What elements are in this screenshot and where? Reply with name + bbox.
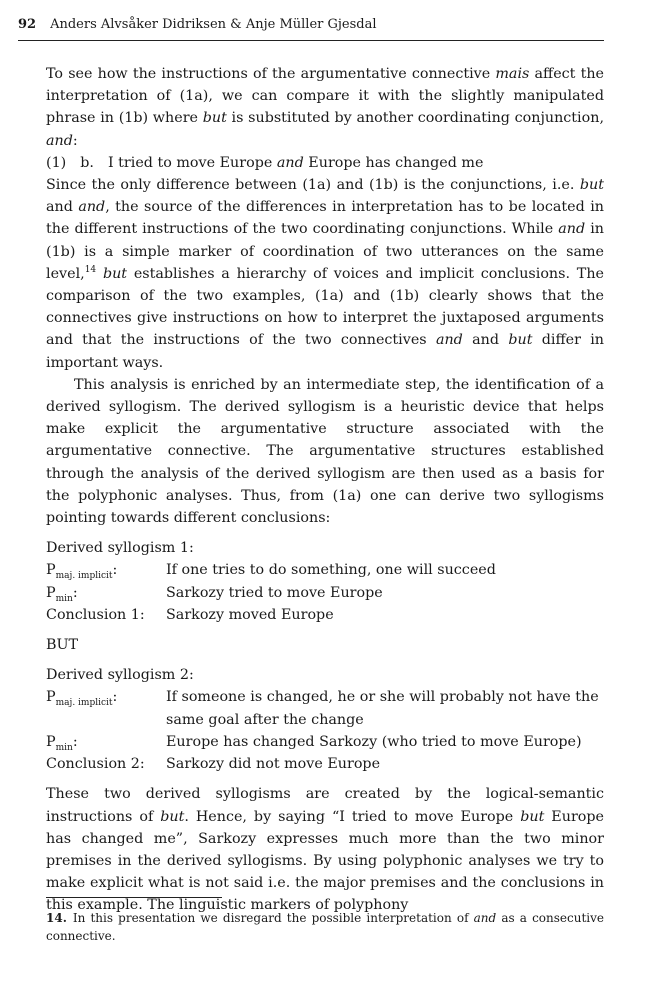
minor-premise-value: Europe has changed Sarkozy (who tried to move Europe) [166, 733, 582, 750]
example-number: (1) [46, 154, 67, 171]
text-run: To see how the instructions of the argumentative connective [46, 66, 496, 82]
page-number: 92 [18, 17, 37, 32]
text-run: I tried to move Europe [107, 154, 277, 171]
premise-subscript: maj. implicit [55, 571, 113, 582]
paragraph-1 [46, 63, 604, 152]
conclusion-label: Conclusion 2: [46, 756, 145, 773]
minor-premise-row [46, 582, 604, 604]
conclusion-value: Sarkozy did not move Europe [166, 756, 381, 773]
conclusion-row [46, 604, 604, 626]
italic-term: and [46, 132, 73, 149]
conclusion-row [46, 753, 604, 775]
text-run: Europe has changed me [303, 154, 484, 171]
text-run: differ in important ways. [46, 332, 605, 371]
footnote-14 [46, 909, 604, 945]
minor-premise-value: Sarkozy tried to move Europe [166, 584, 383, 601]
conclusion-value: Sarkozy moved Europe [166, 606, 334, 623]
italic-term: and [558, 221, 586, 238]
but-separator: BUT [46, 637, 79, 654]
minor-premise-label: $P_{min}$: [46, 733, 78, 753]
paragraph-2 [46, 174, 604, 374]
example-sub-label: b. [80, 154, 94, 171]
minor-premise-row [46, 731, 604, 753]
major-premise-label: $P_{maj. implicit}$: [46, 562, 118, 582]
italic-term: but [520, 808, 545, 825]
major-premise-label: $P_{maj. implicit}$: [46, 689, 118, 709]
italic-term: and [473, 911, 497, 925]
example-1b [46, 152, 604, 174]
footnote-ref[interactable]: 14 [84, 265, 97, 276]
premise-subscript: maj. implicit [55, 698, 113, 709]
text-run: These two derived syllogisms are created by the logical-semantic instructions of [46, 786, 604, 825]
italic-term: and [276, 154, 304, 171]
major-premise-row [46, 686, 604, 730]
major-premise-row [46, 559, 604, 581]
italic-term: but [579, 177, 604, 194]
premise-subscript: min [55, 593, 73, 604]
text-run: and [46, 199, 79, 216]
main-text [46, 63, 604, 917]
syllogism-title: Derived syllogism 2: [46, 667, 194, 684]
premise-letter: P [46, 733, 56, 750]
text-run: Since the only difference between (1a) and (1b) is the conjunctions, i.e. [46, 177, 580, 194]
text-run: , the source of the differences in interpretation has to be located in the different instructions of the two coordinating conjunctions. While [46, 199, 604, 238]
minor-premise-label: $P_{min}$: [46, 584, 78, 604]
footnote-number: 14. [46, 911, 67, 925]
text-run: In this presentation we disregard the possible interpretation of [72, 911, 474, 925]
text-run: . Hence, by saying “I tried to move Europe [184, 808, 521, 825]
derived-syllogism-2 [46, 664, 604, 775]
paragraph-3: This analysis is enriched by an intermediate step, the identification of a derived syllogism. The derived syllogism is a heuristic device that helps make explicit the argumentative structure associated with the argumentative connective. The argumentative structures established through the analysis of the derived syllogism are then used as a basis for the polyphonic analyses. Thus, from (1a) one can derive two syllogisms pointing towards different conclusions: [46, 376, 604, 527]
text-run: as a consecutive connective. [46, 911, 604, 943]
premise-letter: P [46, 689, 56, 706]
header-authors: Anders Alvsåker Didriksen & Anje Müller Gjesdal [50, 17, 377, 32]
italic-term: and [435, 332, 463, 349]
italic-term: mais [495, 66, 530, 82]
italic-term: but [202, 110, 227, 127]
text-run: affect the interpretation of (1a), we can compare it with the slightly manipulated phrase in (1b) where [46, 66, 604, 127]
italic-term: but [160, 808, 185, 825]
italic-term: but [508, 332, 533, 349]
major-premise-value: If someone is changed, he or she will probably not have the same goal after the change [166, 689, 599, 728]
text-run: and [462, 332, 509, 349]
text-run: in (1b) is a simple marker of coordination of two utterances on the same level, [46, 221, 604, 282]
premise-letter: P [46, 584, 56, 601]
derived-syllogism-1 [46, 537, 604, 626]
text-run: establishes a hierarchy of voices and implicit conclusions. The comparison of the two examples, (1a) and (1b) clearly shows that the connectives give instructions on how to interpret the juxtaposed arguments and that the instructions of the two connectives [46, 265, 605, 349]
text-run: is substituted by another coordinating conjunction, [226, 110, 604, 127]
major-premise-value: If one tries to do something, one will succeed [166, 562, 496, 579]
text-run [96, 266, 103, 282]
text-run: Europe has changed me”, Sarkozy expresses much more than the two minor premises in the derived syllogisms. By using polyphonic analyses we try to make explicit what is not said i.e. the major premises and the conclusions in this example. The linguistic markers of polyphony [46, 808, 605, 914]
conclusion-label: Conclusion 1: [46, 606, 145, 623]
italic-term: and [78, 199, 106, 216]
footnote-rule [46, 897, 222, 898]
italic-term: but [102, 265, 128, 282]
premise-subscript: min [55, 742, 73, 753]
text-run: : [72, 132, 78, 149]
syllogism-title: Derived syllogism 1: [46, 540, 194, 557]
running-header [18, 14, 604, 41]
premise-letter: P [46, 562, 56, 579]
